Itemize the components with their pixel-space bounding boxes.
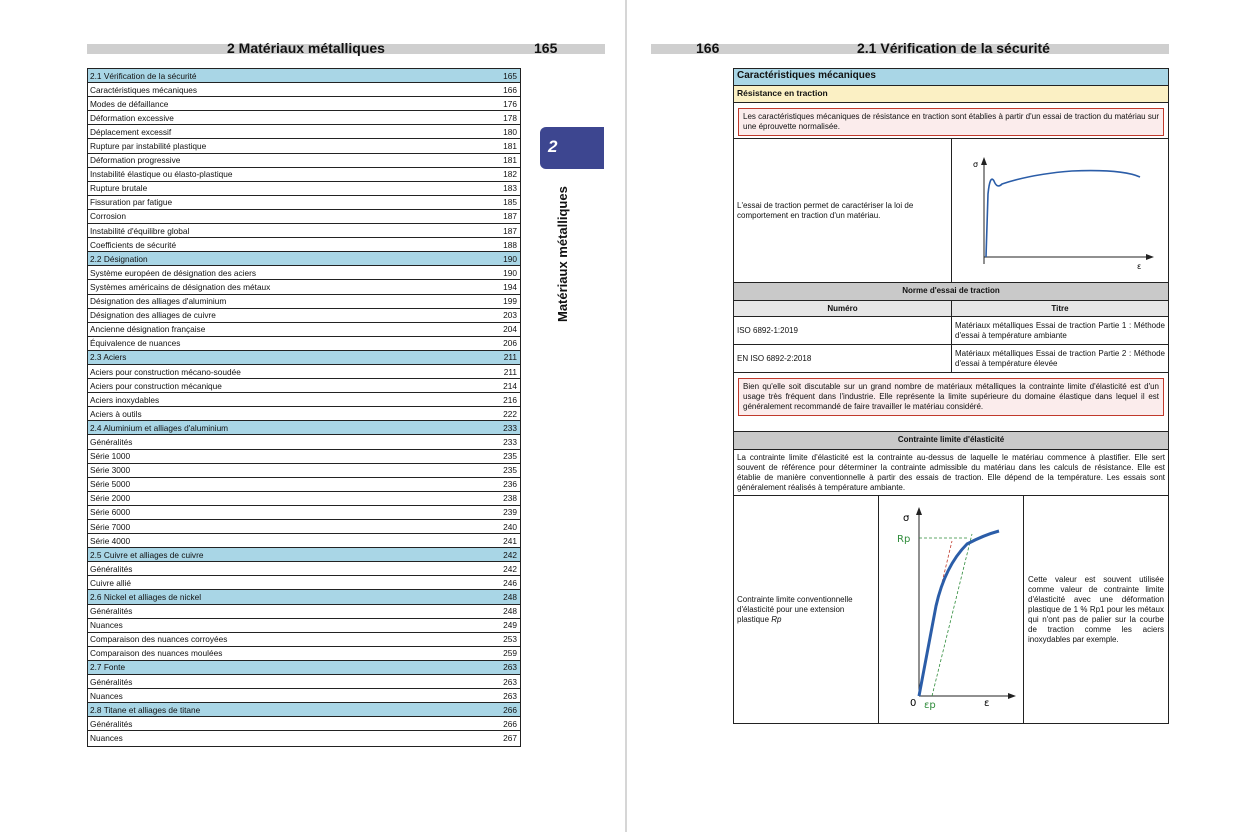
toc-label: Modes de défaillance <box>90 98 169 109</box>
tensile-text: L'essai de traction permet de caractériser la loi de comportement en traction d'un matériau. <box>737 200 914 220</box>
toc-page-number: 214 <box>503 380 517 391</box>
toc-label: Caractéristiques mécaniques <box>90 84 197 95</box>
toc-page-number: 253 <box>503 634 517 645</box>
tensile-x-arrow <box>1146 254 1154 260</box>
toc-row[interactable] <box>88 154 520 168</box>
toc-label: Corrosion <box>90 211 126 222</box>
yield-x-arrow <box>1008 693 1016 699</box>
rp-left-text <box>737 595 875 625</box>
toc-section-row[interactable] <box>88 661 520 675</box>
toc-row[interactable] <box>88 196 520 210</box>
toc-label: 2.2 Désignation <box>90 253 148 264</box>
toc-page-number: 181 <box>503 141 517 152</box>
book-spine <box>625 0 627 832</box>
toc-row[interactable] <box>88 337 520 351</box>
toc-page-number: 187 <box>503 225 517 236</box>
toc-label: Instabilité d'équilibre global <box>90 225 190 236</box>
left-header-title: 2 Matériaux métalliques <box>227 40 385 56</box>
toc-label: Généralités <box>90 606 133 617</box>
toc-page-number: 211 <box>503 366 517 377</box>
toc-row[interactable] <box>88 83 520 97</box>
toc-label: Comparaison des nuances corroyées <box>90 634 228 645</box>
toc-page-number: 239 <box>503 507 517 518</box>
toc-section-row[interactable] <box>88 421 520 435</box>
toc-row[interactable] <box>88 280 520 294</box>
toc-page-number: 199 <box>503 296 517 307</box>
tensile-graph-cell <box>952 139 1168 282</box>
yield-offset-line <box>932 534 972 696</box>
rp-right-cell <box>1024 496 1168 723</box>
right-header-title: 2.1 Vérification de la sécurité <box>857 40 1050 56</box>
yield-origin-label: 0 <box>910 698 917 709</box>
toc-row[interactable] <box>88 182 520 196</box>
yield-strength-graph <box>879 496 1022 721</box>
toc-page-number: 259 <box>503 648 517 659</box>
table-of-contents <box>87 68 521 747</box>
toc-section-row[interactable] <box>88 351 520 365</box>
toc-row[interactable] <box>88 224 520 238</box>
toc-page-number: 183 <box>503 183 517 194</box>
toc-row[interactable] <box>88 309 520 323</box>
toc-page-number: 194 <box>503 281 517 292</box>
toc-label: Systèmes américains de désignation des métaux <box>90 281 271 292</box>
toc-label: Généralités <box>90 436 133 447</box>
norm-number: ISO 6892-1:2019 <box>734 317 952 344</box>
elastic-note: Bien qu'elle soit discutable sur un grand nombre de matériaux métalliques la contrainte limite d'élasticité est d'un usage très fréquent dans l'industrie. Elle représente la limite supérieure du domaine élastique dans lequel il est généralement recommandé de faire travailler le matériau considéré. <box>738 378 1164 416</box>
toc-row[interactable] <box>88 520 520 534</box>
norm-number: EN ISO 6892-2:2018 <box>734 345 952 372</box>
toc-row[interactable] <box>88 689 520 703</box>
toc-page-number: 188 <box>503 239 517 250</box>
toc-row[interactable] <box>88 633 520 647</box>
toc-page-number: 246 <box>503 577 517 588</box>
toc-row[interactable] <box>88 238 520 252</box>
intro-note: Les caractéristiques mécaniques de résistance en traction sont établies à partir d'un essai de traction du matériau sur une éprouvette normalisée. <box>738 108 1164 136</box>
toc-row[interactable] <box>88 97 520 111</box>
tensile-x-label: ε <box>1137 262 1142 271</box>
toc-row[interactable] <box>88 450 520 464</box>
toc-page-number: 241 <box>503 535 517 546</box>
rp-left-symbol: Rp <box>771 614 782 624</box>
toc-page-number: 242 <box>503 549 517 560</box>
tensile-curve <box>986 171 1140 257</box>
toc-row[interactable] <box>88 576 520 590</box>
norm-title-text: Matériaux métalliques Essai de traction Partie 2 : Méthode d'essai à température élevée <box>955 348 1165 368</box>
yield-y-arrow <box>916 507 922 515</box>
intro-note-row <box>734 103 1168 139</box>
norm-table-header <box>734 301 1168 317</box>
toc-label: 2.5 Cuivre et alliages de cuivre <box>90 549 204 560</box>
toc-page-number: 263 <box>503 690 517 701</box>
toc-label: Déformation progressive <box>90 155 181 166</box>
left-header-bar <box>87 40 605 56</box>
toc-row[interactable] <box>88 168 520 182</box>
toc-label: Aciers pour construction mécano-soudée <box>90 366 241 377</box>
toc-row[interactable] <box>88 464 520 478</box>
toc-page-number: 216 <box>503 394 517 405</box>
tensile-text-cell <box>734 139 952 282</box>
toc-page-number: 166 <box>503 84 517 95</box>
toc-row[interactable] <box>88 492 520 506</box>
yield-y-label: σ <box>903 513 910 524</box>
toc-label: Déplacement excessif <box>90 126 172 137</box>
toc-label: Série 3000 <box>90 465 131 476</box>
rp-left-text-body: Contrainte limite conventionnelle d'élasticité pour une extension plastique <box>737 594 853 624</box>
toc-page-number: 235 <box>503 465 517 476</box>
toc-page-number: 242 <box>503 563 517 574</box>
toc-row[interactable] <box>88 647 520 661</box>
toc-row[interactable] <box>88 393 520 407</box>
toc-label: Série 7000 <box>90 521 131 532</box>
toc-label: Nuances <box>90 690 123 701</box>
toc-page-number: 248 <box>503 592 517 603</box>
toc-page-number: 248 <box>503 606 517 617</box>
toc-row[interactable] <box>88 731 520 745</box>
toc-page-number: 176 <box>503 98 517 109</box>
toc-section-row[interactable] <box>88 252 520 266</box>
rp-right-text: Cette valeur est souvent utilisée comme valeur de contrainte limite d'élasticité avec une déformation plastique de 1 % Rp1 pour les métaux qui n'ont pas de palier sur la courbe de traction comme les aciers inoxydables par exemple. <box>1028 574 1164 644</box>
toc-label: Série 1000 <box>90 451 131 462</box>
toc-label: Série 4000 <box>90 535 131 546</box>
toc-label: Désignation des alliages de cuivre <box>90 310 216 321</box>
norm-title: Norme d'essai de traction <box>734 283 1168 301</box>
toc-page-number: 187 <box>503 211 517 222</box>
toc-section-row[interactable] <box>88 69 520 83</box>
toc-section-row[interactable] <box>88 590 520 604</box>
toc-label: Généralités <box>90 676 133 687</box>
toc-label: Aciers à outils <box>90 408 142 419</box>
mechanical-properties-panel <box>733 68 1169 724</box>
norm-header-title: Titre <box>1051 303 1069 313</box>
chapter-vertical-title: Matériaux métalliques <box>555 186 570 322</box>
tensile-y-label: σ <box>973 160 979 169</box>
toc-row[interactable] <box>88 111 520 125</box>
yield-x-label: ε <box>984 698 990 709</box>
toc-row[interactable] <box>88 478 520 492</box>
norm-title-text: Matériaux métalliques Essai de traction Partie 1 : Méthode d'essai à température ambiante <box>955 320 1165 340</box>
toc-label: Ancienne désignation française <box>90 324 206 335</box>
toc-page-number: 204 <box>503 324 517 335</box>
toc-page-number: 165 <box>503 70 517 81</box>
toc-row[interactable] <box>88 675 520 689</box>
toc-label: Équivalence de nuances <box>90 338 181 349</box>
toc-label: Généralités <box>90 563 133 574</box>
toc-page-number: 185 <box>503 197 517 208</box>
toc-page-number: 249 <box>503 620 517 631</box>
toc-page-number: 238 <box>503 493 517 504</box>
right-page-number: 166 <box>696 40 720 56</box>
toc-page-number: 190 <box>503 253 517 264</box>
toc-row[interactable] <box>88 534 520 548</box>
toc-label: Coefficients de sécurité <box>90 239 177 250</box>
toc-row[interactable] <box>88 619 520 633</box>
yield-curve <box>919 531 999 696</box>
toc-row[interactable] <box>88 365 520 379</box>
toc-row[interactable] <box>88 562 520 576</box>
chapter-tab-number: 2 <box>548 137 558 156</box>
toc-label: Nuances <box>90 733 123 744</box>
toc-label: Déformation excessive <box>90 112 174 123</box>
toc-page-number: 267 <box>503 733 517 744</box>
toc-row[interactable] <box>88 125 520 139</box>
toc-row[interactable] <box>88 210 520 224</box>
toc-page-number: 235 <box>503 451 517 462</box>
toc-section-row[interactable] <box>88 548 520 562</box>
toc-label: Série 6000 <box>90 507 131 518</box>
chapter-tab[interactable] <box>540 127 604 169</box>
toc-page-number: 178 <box>503 112 517 123</box>
toc-label: Comparaison des nuances moulées <box>90 648 223 659</box>
toc-label: 2.7 Fonte <box>90 662 126 673</box>
toc-label: 2.8 Titane et alliages de titane <box>90 704 201 715</box>
toc-page-number: 180 <box>503 126 517 137</box>
toc-label: 2.6 Nickel et alliages de nickel <box>90 592 202 603</box>
section-title: Caractéristiques mécaniques <box>734 69 1168 86</box>
left-page-number: 165 <box>534 40 558 56</box>
toc-label: Cuivre allié <box>90 577 132 588</box>
toc-label: Aciers inoxydables <box>90 394 160 405</box>
tensile-row <box>734 139 1168 283</box>
right-header-bar <box>651 40 1169 56</box>
toc-page-number: 222 <box>503 408 517 419</box>
toc-page-number: 263 <box>503 676 517 687</box>
toc-label: Généralités <box>90 718 133 729</box>
toc-page-number: 181 <box>503 155 517 166</box>
toc-page-number: 266 <box>503 718 517 729</box>
toc-page-number: 182 <box>503 169 517 180</box>
toc-row[interactable] <box>88 435 520 449</box>
toc-row[interactable] <box>88 139 520 153</box>
yield-ep-label: εp <box>924 700 936 711</box>
toc-page-number: 211 <box>503 352 517 363</box>
toc-label: 2.4 Aluminium et alliages d'aluminium <box>90 422 229 433</box>
toc-label: Rupture brutale <box>90 183 148 194</box>
toc-page-number: 266 <box>503 704 517 715</box>
toc-page-number: 206 <box>503 338 517 349</box>
toc-label: 2.3 Aciers <box>90 352 127 363</box>
toc-label: Aciers pour construction mécanique <box>90 380 222 391</box>
toc-label: Rupture par instabilité plastique <box>90 141 207 152</box>
toc-page-number: 190 <box>503 267 517 278</box>
toc-label: Série 5000 <box>90 479 131 490</box>
norm-header-number: Numéro <box>734 301 952 316</box>
toc-page-number: 240 <box>503 521 517 532</box>
toc-section-row[interactable] <box>88 703 520 717</box>
yield-rp-label: Rp <box>897 534 911 545</box>
yield-title: Contrainte limite d'élasticité <box>734 432 1168 450</box>
toc-row[interactable] <box>88 407 520 421</box>
toc-row[interactable] <box>88 506 520 520</box>
toc-row[interactable] <box>88 717 520 731</box>
toc-label: 2.1 Vérification de la sécurité <box>90 70 197 81</box>
rp-row <box>734 496 1168 723</box>
toc-row[interactable] <box>88 323 520 337</box>
toc-page-number: 263 <box>503 662 517 673</box>
toc-page-number: 203 <box>503 310 517 321</box>
rp-graph-cell <box>879 496 1024 723</box>
toc-label: Désignation des alliages d'aluminium <box>90 296 227 307</box>
toc-label: Série 2000 <box>90 493 131 504</box>
elastic-note-row <box>734 373 1168 432</box>
toc-label: Instabilité élastique ou élasto-plastique <box>90 169 233 180</box>
toc-row[interactable] <box>88 295 520 309</box>
tensile-curve-graph <box>952 139 1168 281</box>
toc-row[interactable] <box>88 605 520 619</box>
toc-page-number: 233 <box>503 436 517 447</box>
toc-row[interactable] <box>88 379 520 393</box>
toc-row[interactable] <box>88 266 520 280</box>
norm-row <box>734 345 1168 373</box>
toc-page-number: 233 <box>503 422 517 433</box>
subsection-title: Résistance en traction <box>734 86 1168 103</box>
toc-label: Nuances <box>90 620 123 631</box>
toc-page-number: 236 <box>503 479 517 490</box>
tensile-y-arrow <box>981 157 987 165</box>
yield-text: La contrainte limite d'élasticité est la contrainte au-dessus de laquelle le matériau commence à plastifier. Elle sert souvent de référence pour déterminer la contrainte admissible du matériau dans les calculs de résistance. Elle est établie de manière conventionnelle à partir des essais de traction. Elle dépend de la température. Les essais sont généralement réalisés à température ambiante. <box>734 450 1168 496</box>
norm-row <box>734 317 1168 345</box>
toc-label: Fissuration par fatigue <box>90 197 173 208</box>
toc-label: Système européen de désignation des aciers <box>90 267 257 278</box>
rp-left-cell <box>734 496 879 723</box>
